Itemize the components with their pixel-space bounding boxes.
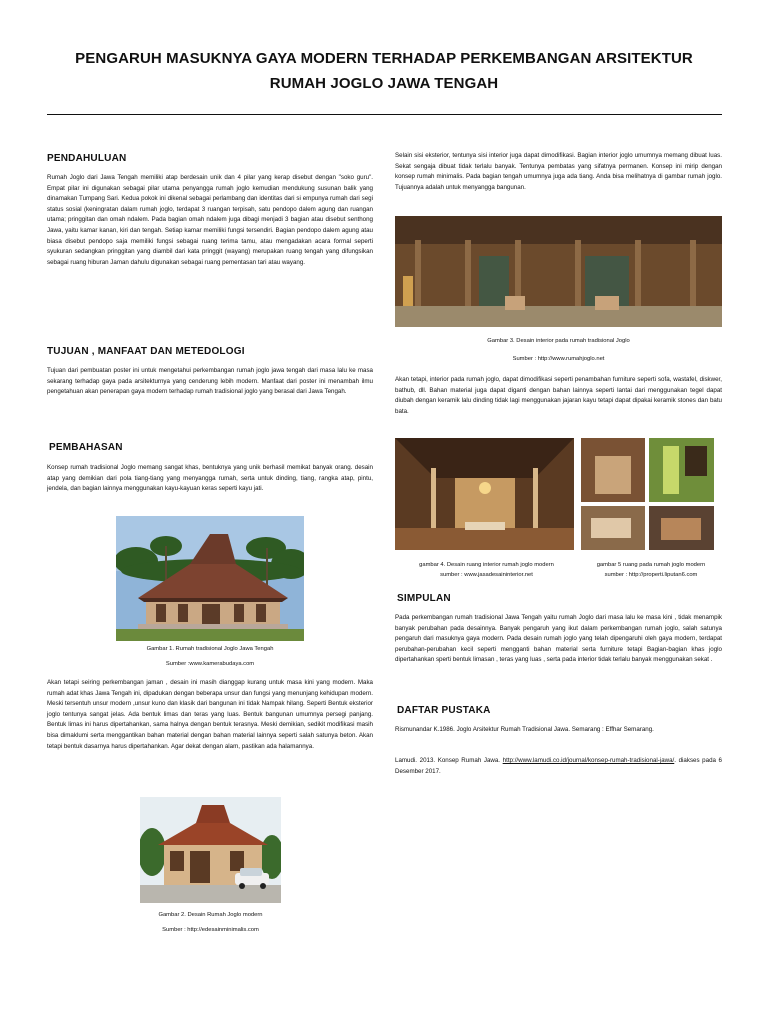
pembahasan-heading: PEMBAHASAN bbox=[49, 442, 123, 453]
tujuan-text: Tujuan dari pembuatan poster ini untuk mengetahui perkembangan rumah joglo jawa tengah dari masa lalu ke masa sekarang terhadap gaya pada arsitekturnya yang cenderung lebih modern. Manfaat dari poster ini menambah ilmu pengetahuan akan penerapan gaya modern terhadap rumah tradisional joglo yang berasal dari Jawa Tengah. bbox=[47, 367, 373, 396]
interior-text-1: Selain sisi eksterior, tentunya sisi interior juga dapat dimodifikasi. Bagian interior joglo umumnya memang dibuat luas. Sekat sengaja dibuat tidak terlalu banyak. Tentunya pembatas yang sifatnya permanen. Konsep ini mirip dengan konsep rumah minimalis. Pada bagian tengah umumnya juga ada tiang. Anda bisa melihatnya di gambar rumah joglo. Tujuannya adalah untuk menyangga bangunan. bbox=[395, 152, 722, 191]
figure-2-caption: Gambar 2. Desain Rumah Joglo modern bbox=[158, 912, 263, 918]
figure-4-image bbox=[395, 438, 574, 550]
reference-2-link[interactable]: http://www.lamudi.co.id/journal/konsep-rumah-tradisional-jawa/ bbox=[502, 757, 675, 764]
pembahasan-text-1: Konsep rumah tradisional Joglo memang sangat khas, bentuknya yang unik berhasil memikat banyak orang. desain atap yang demikian dari pola tiang-tiang yang menyangga rumah, serta untuk dinding, tiang, rangka atap, pintu, jendela, dan bagian lainnya menggunakan kayu-kayuan keras seperti kayu jati. bbox=[47, 464, 373, 493]
reference-2-prefix: Lamudi. 2013. Konsep Rumah Jawa. bbox=[395, 757, 501, 764]
figure-5-source: sumber : http://properti.liputan6.com bbox=[604, 572, 698, 578]
reference-1: Rismunandar K.1986. Joglo Arsitektur Rumah Tradisional Jawa. Semarang : Effhar Semarang. bbox=[395, 726, 654, 733]
simpulan-heading: SIMPULAN bbox=[397, 593, 451, 604]
pendahuluan-heading: PENDAHULUAN bbox=[47, 153, 127, 164]
figure-1-source: Sumber :www.kamerabudaya.com bbox=[165, 661, 255, 667]
reference-2-suffix: . diakses pada 6 Desember 2017. bbox=[395, 757, 722, 775]
simpulan-text: Pada perkembangan rumah tradisional Jawa Tengah yaitu rumah Joglo dari masa lalu ke masa kini , tidak menampik banyak perubahan pada desainnya. Banyak pengaruh yang ikut dalam perkembangan rumah joglo, salah satunya pengaruh dari masuknya gaya modern. Pada desain rumah joglo yang telah dipengaruhi oleh gaya modern, terdapat perubahan-perubahan kecil seperti mengganti bahan material serta furniture tetapi Bagian-bagian khas joglo dipertahankan sperti bentuk limasan , teras yang luas , serta pada interior tidak terlalu banyak menggunakan sekat . bbox=[395, 614, 722, 664]
figure-3-source: Sumber : http://www.rumahjoglo.net bbox=[512, 356, 605, 362]
figure-1-caption: Gambar 1. Rumah tradisional Joglo Jawa Tengah bbox=[146, 646, 274, 652]
interior-text-2: Akan tetapi, interior pada rumah joglo, dapat dimodifikasi seperti penambahan furniture seperti sofa, wastafel, diskwer, bathub, dll. Bahan material juga dapat diganti dengan bahan lainnya seperti lantai dari menggunakan tegel dapat diubah dengan keramik lalu dinding tidak lagi menggunakan jajaran kayu tetapi dapat dipakai keramik stones dan batu bata. bbox=[395, 376, 722, 415]
figure-4-caption: gambar 4. Desain ruang interior rumah joglo modern bbox=[419, 562, 554, 568]
title-divider bbox=[47, 114, 722, 115]
poster-title bbox=[40, 46, 728, 96]
figure-5-image bbox=[581, 438, 714, 550]
figure-2-image bbox=[140, 797, 281, 903]
pembahasan-text-2: Akan tetapi seiring perkembangan jaman , desain ini masih dianggap kurang untuk masa kini yang modern. Maka rumah adat khas Jawa Tengah ini, dipadukan dengan beberapa unsur dan fungsi yang menunjang kehidupan modern. Meski tersentuh unsur modern ,unsur kuno dan klasik dari bangunan ini tidak Nampak hilang. Seperti Bentuk eksterior joglo tentunya sangat jelas. Ada bentuk limas dan teras yang luas. Bentuk bangunan umumnya persegi panjang. Bentuk limas ini harus dipertahankan, sama halnya dengan bentuk terasnya. Meski demikian, sedikit modifikasi masih bisa dimaklumi serta menggantikan bahan material dengan bahan material lainnya seperti salah satunya beton. Akan tetapi bentuk dasarnya harus dipertahankan. Agar dekat dengan alam, pastikan ada halamannya. bbox=[47, 679, 373, 750]
daftar-pustaka-heading: DAFTAR PUSTAKA bbox=[397, 705, 491, 716]
figure-5-caption: gambar 5 ruang pada rumah joglo modern bbox=[596, 562, 706, 568]
title-line-1: PENGARUH MASUKNYA GAYA MODERN TERHADAP PERKEMBANGAN ARSITEKTUR bbox=[75, 50, 693, 67]
figure-2-source: Sumber : http://edesainminimalis.com bbox=[162, 927, 259, 933]
figure-4-source: sumber : www.jasadesaininterior.net bbox=[440, 572, 533, 578]
reference-2 bbox=[395, 756, 722, 777]
figure-3-image bbox=[395, 216, 722, 327]
title-line-2: RUMAH JOGLO JAWA TENGAH bbox=[269, 75, 499, 92]
pendahuluan-text: Rumah Joglo dari Jawa Tengah memiliki atap berdesain unik dan 4 pilar yang kerap disebut dengan "soko guru". Empat pilar ini digunakan sebagai pilar utama penyangga rumah joglo kemudian mendukung susunan balik yang dinamakan Tumpang Sari. Kedua pokok ini dikenal sebagai perlambang dan identitas dari si empunya rumah dari segi status sosial (keningratan dalam rumah joglo, terdapat 3 ruangan terpisah, satu pendopo dalem agung dan ruangan utama; pringgitan dan omah ndalem. Pada bagian omah ndalem juga dibagi menjadi 3 bagian atau disebut senthong Jawa, yaitu kamar kanan, kiri dan tengah. Setiap kamar memiliki fungsi tersendiri. Bagian pendopo dalem agung atau biasa disebut pendopo saja memiliki fungsi sebagai ruang terima tamu, atau mengadakan acara formal seperti syukuran sedangkan pringgitan yang diambil dari kata pringgit (wayang) merupakan ruang tengah yang difungsikan sebagai ruang hiburan Jaman dahulu digunakan sebagai ruang pementasan tari atau wayang. bbox=[47, 174, 373, 266]
figure-1-image bbox=[116, 516, 304, 641]
figure-3-caption: Gambar 3. Desain interior pada rumah tradisional Joglo bbox=[487, 338, 630, 344]
tujuan-heading: TUJUAN , MANFAAT DAN METEDOLOGI bbox=[47, 346, 245, 357]
